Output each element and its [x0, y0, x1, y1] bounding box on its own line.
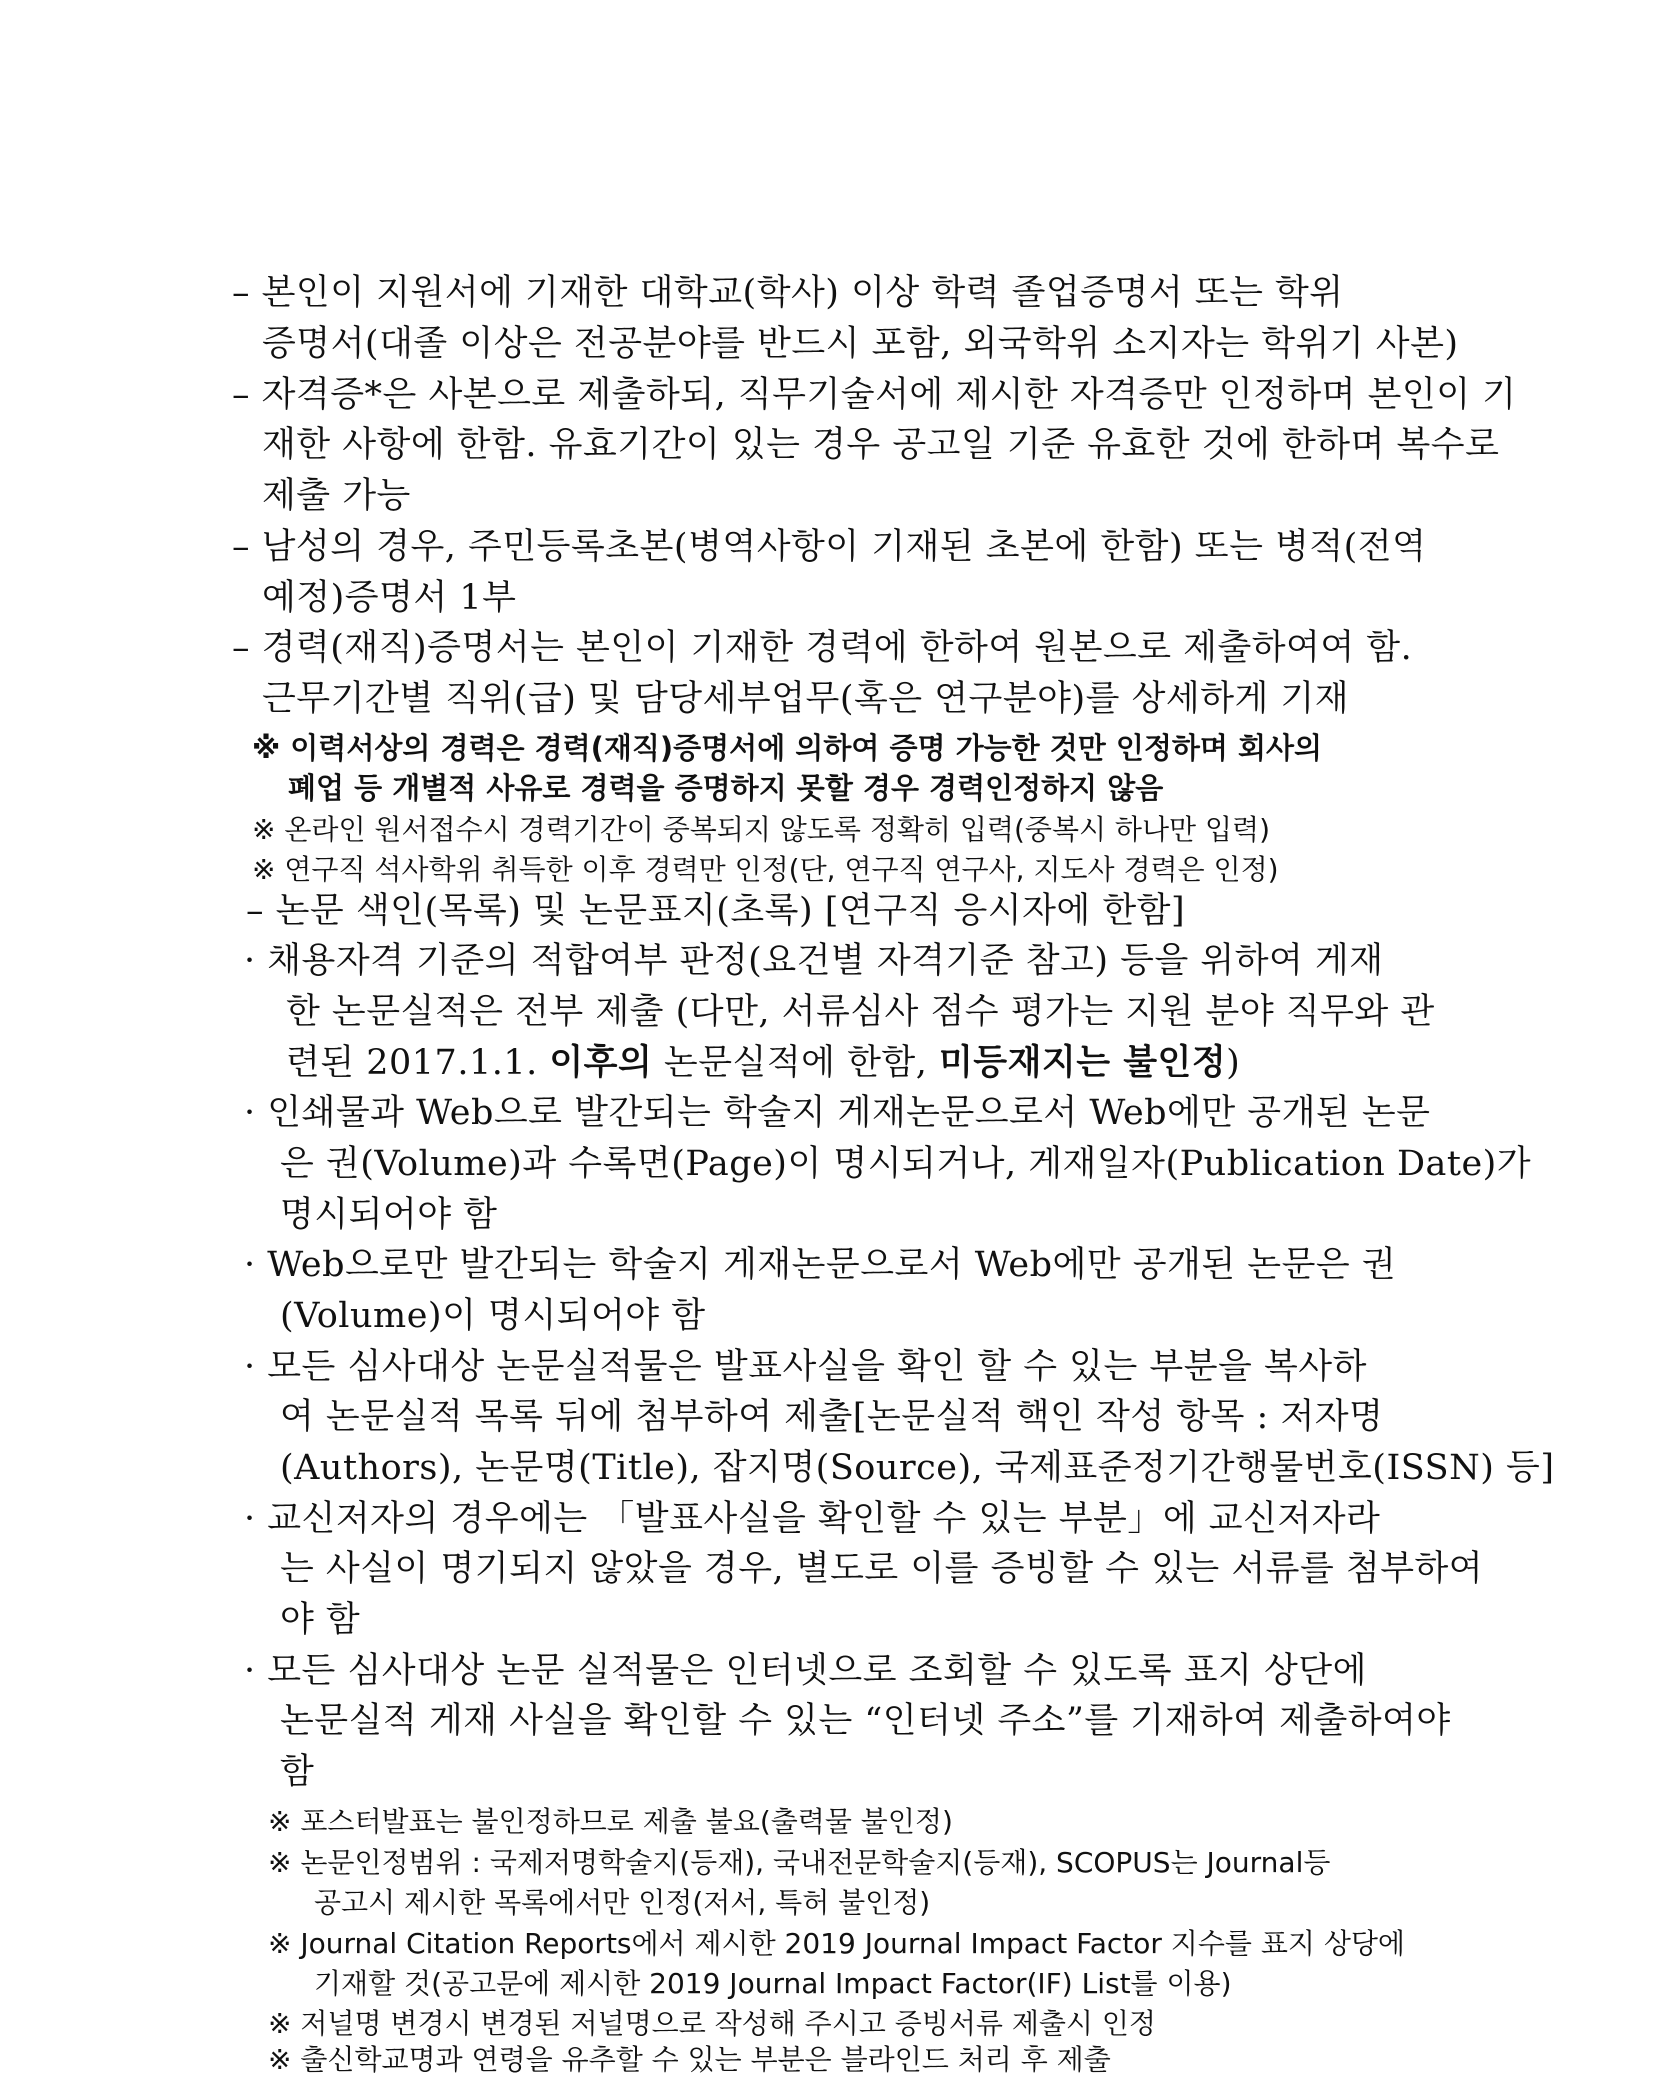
item-military-line1: – 남성의 경우, 주민등록초본(병역사항이 기재된 초본에 한함) 또는 병적(전역	[232, 527, 1427, 567]
final-note-journal-rename: ※ 저널명 변경시 변경된 저널명으로 작성해 주시고 증빙서류 제출시 인정	[268, 2007, 1156, 2040]
paper-bullet-4-line2: 여 논문실적 목록 뒤에 첨부하여 제출[논문실적 핵인 작성 항목 : 저자명	[280, 1397, 1384, 1437]
paper-bullet-1-line2: 한 논문실적은 전부 제출 (다만, 서류심사 점수 평가는 지원 분야 직무와 관	[286, 992, 1435, 1032]
paper-bullet-1-text-a: 련된 2017.1.1.	[286, 1043, 550, 1083]
career-note-bold-line1: ※ 이력서상의 경력은 경력(재직)증명서에 의하여 증명 가능한 것만 인정하며 회사의	[252, 731, 1323, 765]
paper-bullet-2-line2: 은 권(Volume)과 수록면(Page)이 명시되거나, 게재일자(Publication Date)가	[280, 1144, 1532, 1184]
item-career-line1: – 경력(재직)증명서는 본인이 기재한 경력에 한하여 원본으로 제출하여여 함.	[232, 628, 1413, 668]
paper-bullet-6-line3: 함	[280, 1752, 315, 1792]
paper-bullet-2-line1: · 인쇄물과 Web으로 발간되는 학술지 게재논문으로서 Web에만 공개된 논문	[244, 1093, 1431, 1133]
item-degree-line2: 증명서(대졸 이상은 전공분야를 반드시 포함, 외국학위 소지자는 학위기 사본)	[262, 324, 1459, 364]
career-note-research: ※ 연구직 석사학위 취득한 이후 경력만 인정(단, 연구직 연구사, 지도사 경력은 인정)	[252, 853, 1279, 886]
item-career-line2: 근무기간별 직위(급) 및 담당세부업무(혹은 연구분야)를 상세하게 기재	[262, 679, 1350, 719]
paper-bullet-6-line1: · 모든 심사대상 논문 실적물은 인터넷으로 조회할 수 있도록 표지 상단에	[244, 1651, 1367, 1691]
career-note-overlap: ※ 온라인 원서접수시 경력기간이 중복되지 않도록 정확히 입력(중복시 하나만 입력)	[252, 813, 1270, 846]
paper-bullet-3-line1: · Web으로만 발간되는 학술지 게재논문으로서 Web에만 공개된 논문은 권	[244, 1245, 1397, 1285]
paper-bullet-2-line3: 명시되어야 함	[280, 1195, 498, 1235]
paper-bullet-4-line3: (Authors), 논문명(Title), 잡지명(Source), 국제표준정기간행물번호(ISSN) 등]	[280, 1448, 1555, 1488]
paper-bullet-6-line2: 논문실적 게재 사실을 확인할 수 있는 “인터넷 주소”를 기재하여 제출하여야	[280, 1701, 1451, 1741]
final-note-scope-line1: ※ 논문인정범위 : 국제저명학술지(등재), 국내전문학술지(등재), SCOPUS는 Journal등	[268, 1846, 1331, 1879]
career-note-bold-line2: 폐업 등 개별적 사유로 경력을 증명하지 못할 경우 경력인정하지 않음	[288, 771, 1164, 805]
final-note-blind: ※ 출신학교명과 연령을 유추할 수 있는 부분은 블라인드 처리 후 제출	[268, 2043, 1111, 2076]
paper-bullet-3-line2: (Volume)이 명시되어야 함	[280, 1296, 706, 1336]
paper-section-heading: – 논문 색인(목록) 및 논문표지(초록) [연구직 응시자에 한함]	[246, 891, 1186, 931]
item-license-line1: – 자격증*은 사본으로 제출하되, 직무기술서에 제시한 자격증만 인정하며 본인이 기	[232, 375, 1517, 415]
paper-bullet-5-line3: 야 함	[280, 1600, 361, 1640]
paper-bullet-1-line3	[286, 1043, 1240, 1083]
paper-bullet-1-emph-after: 이후의	[549, 1042, 653, 1083]
final-note-jcr-line1: ※ Journal Citation Reports에서 제시한 2019 Journal Impact Factor 지수를 표지 상당에	[268, 1927, 1405, 1960]
item-military-line2: 예정)증명서 1부	[262, 578, 517, 618]
item-license-line3: 제출 가능	[262, 476, 411, 516]
item-degree-line1: – 본인이 지원서에 기재한 대학교(학사) 이상 학력 졸업증명서 또는 학위	[232, 273, 1344, 313]
paper-bullet-5-line2: 는 사실이 명기되지 않았을 경우, 별도로 이를 증빙할 수 있는 서류를 첨부하여	[280, 1549, 1484, 1589]
paper-bullet-5-line1: · 교신저자의 경우에는 「발표사실을 확인할 수 있는 부분」에 교신저자라	[244, 1499, 1381, 1539]
paper-bullet-1-emph-unregistered: 미등재지는 불인정	[938, 1042, 1227, 1083]
paper-bullet-4-line1: · 모든 심사대상 논문실적물은 발표사실을 확인 할 수 있는 부분을 복사하	[244, 1347, 1367, 1387]
final-note-scope-line2: 공고시 제시한 목록에서만 인정(저서, 특허 불인정)	[314, 1886, 931, 1919]
final-note-jcr-line2: 기재할 것(공고문에 제시한 2019 Journal Impact Factor(IF) List를 이용)	[314, 1967, 1232, 2000]
paper-bullet-1-text-c: 논문실적에 한함,	[652, 1043, 939, 1083]
final-note-poster: ※ 포스터발표는 불인정하므로 제출 불요(출력물 불인정)	[268, 1805, 953, 1838]
item-license-line2: 재한 사항에 한함. 유효기간이 있는 경우 공고일 기준 유효한 것에 한하며 복수로	[262, 425, 1500, 465]
paper-bullet-1-text-e: )	[1226, 1043, 1241, 1083]
paper-bullet-1-line1: · 채용자격 기준의 적합여부 판정(요건별 자격기준 참고) 등을 위하여 게재	[244, 941, 1384, 981]
